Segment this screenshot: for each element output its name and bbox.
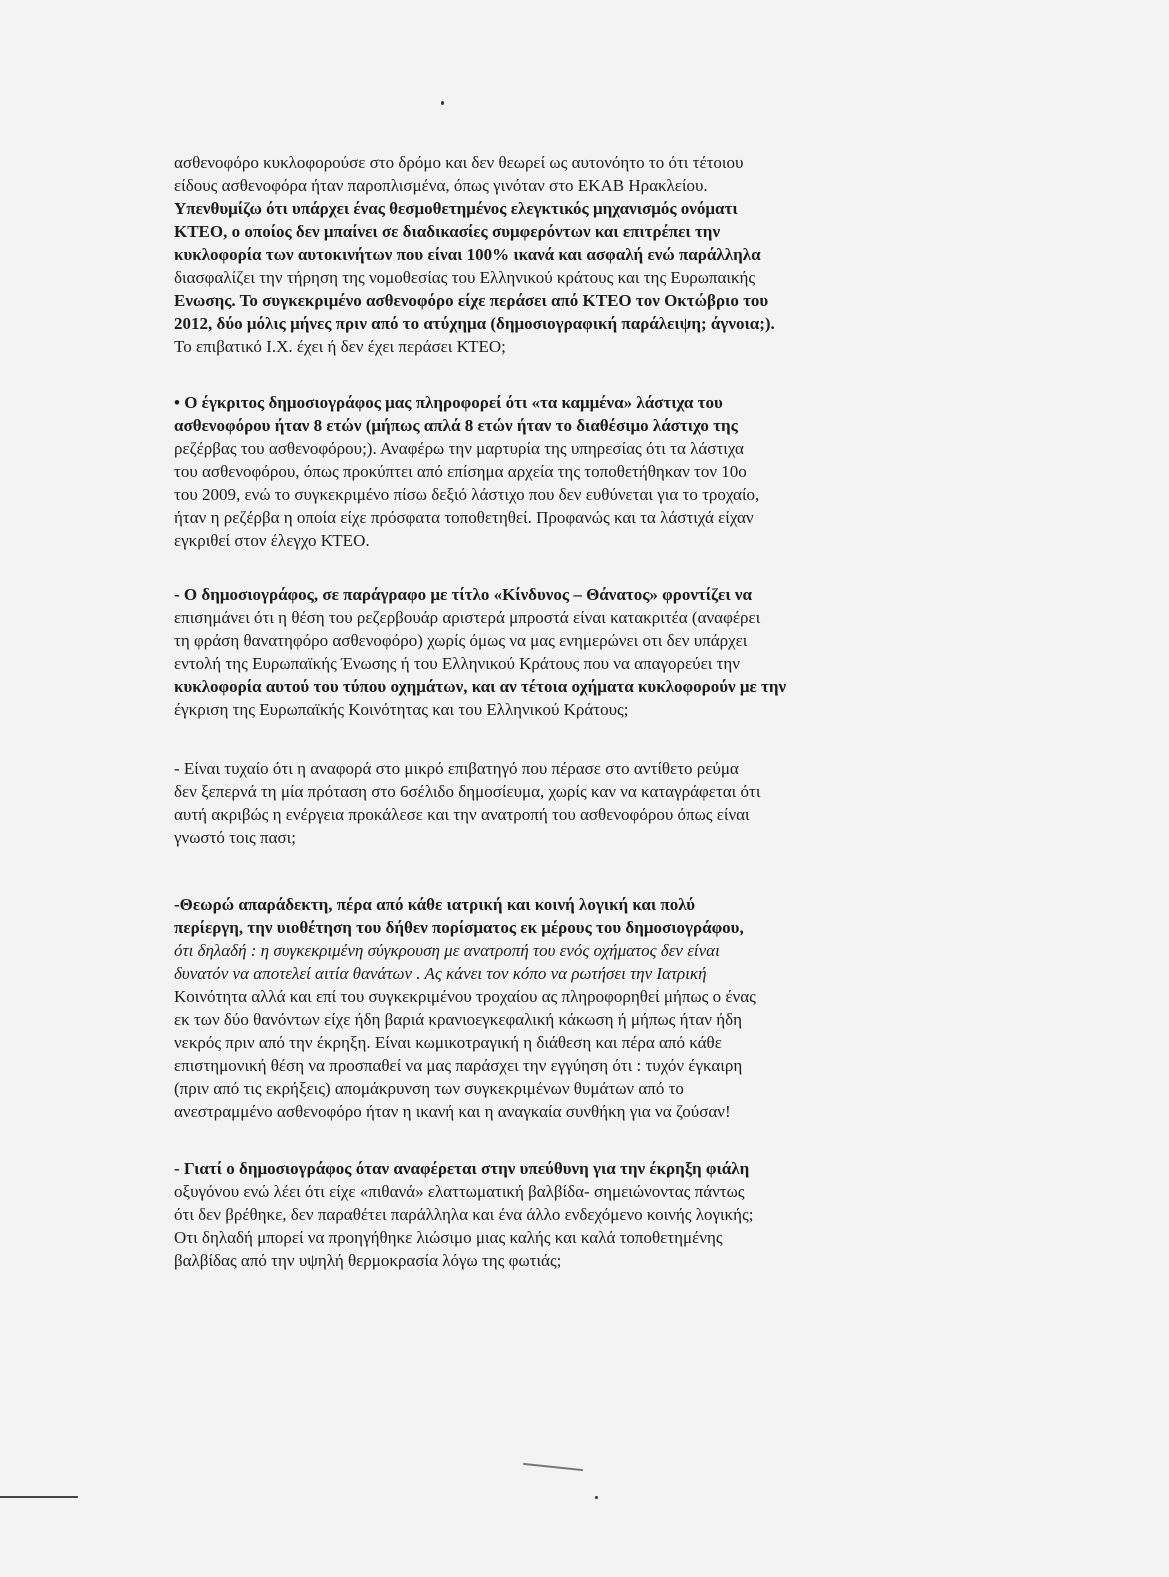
text-line: - Ο δημοσιογράφος, σε παράγραφο με τίτλο «Κίνδυνος – Θάνατος» φροντίζει να — [174, 585, 752, 604]
scan-speck-top — [441, 101, 444, 105]
text-line: επισημάνει ότι η θέση του ρεζερβουάρ αριστερά μπροστά είναι κατακριτέα (αναφέρει — [174, 608, 761, 627]
text-line: περίεργη, την υιοθέτηση του δήθεν πορίσματος εκ μέρους του δημοσιογράφου, — [174, 918, 744, 937]
text-line: - Γιατί ο δημοσιογράφος όταν αναφέρεται στην υπεύθυνη για την έκρηξη φιάλη — [174, 1159, 750, 1178]
text-line: κυκλοφορία αυτού του τύπου οχημάτων, και αν τέτοια οχήματα κυκλοφορούν με την — [174, 677, 787, 696]
paragraph-cause-of-death — [174, 893, 944, 1123]
text-line: ήταν η ρεζέρβα η οποία είχε πρόσφατα τοποθετηθεί. Προφανώς και τα λάστιχά είχαν — [174, 508, 754, 527]
text-line: ανεστραμμένο ασθενοφόρο ήταν η ικανή και η αναγκαία συνθήκη για να ζούσαν! — [174, 1102, 731, 1121]
text-line: κυκλοφορία των αυτοκινήτων που είναι 100% ικανά και ασφαλή ενώ παράλληλα — [174, 245, 761, 264]
text-line: νεκρός πριν από την έκρηξη. Είναι κωμικοτραγική η διάθεση και πέρα από κάθε — [174, 1033, 722, 1052]
paragraph-oxygen-valve — [174, 1157, 944, 1272]
text-line: βαλβίδας από την υψηλή θερμοκρασία λόγω της φωτιάς; — [174, 1251, 562, 1270]
text-line: 2012, δύο μόλις μήνες πριν από το ατύχημα (δημοσιογραφική παράλειψη; άγνοια;). — [174, 314, 775, 333]
scan-mark-bottom-left — [0, 1496, 78, 1498]
text-line: ότι δηλαδή : η συγκεκριμένη σύγκρουση με ανατροπή του ενός οχήματος δεν είναι — [174, 941, 720, 960]
text-line: -Θεωρώ απαράδεκτη, πέρα από κάθε ιατρική και κοινή λογική και πολύ — [174, 895, 696, 914]
text-line: του 2009, ενώ το συγκεκριμένο πίσω δεξιό λάστιχο που δεν ευθύνεται για το τροχαίο, — [174, 485, 760, 504]
text-line: δεν ξεπερνά τη μία πρόταση στο 6σέλιδο δημοσίευμα, χωρίς καν να καταγράφεται ότι — [174, 782, 761, 801]
text-line: • Ο έγκριτος δημοσιογράφος μας πληροφορεί ότι «τα καμμένα» λάστιχα του — [174, 393, 723, 412]
text-line: ότι δεν βρέθηκε, δεν παραθέτει παράλληλα και ένα άλλο ενδεχόμενο κοινής λογικής; — [174, 1205, 754, 1224]
text-line: γνωστό τοις πασι; — [174, 828, 296, 847]
scan-speck-bottom — [595, 1496, 598, 1499]
text-line: - Είναι τυχαίο ότι η αναφορά στο μικρό επιβατηγό που πέρασε στο αντίθετο ρεύμα — [174, 759, 739, 778]
text-line: εκ των δύο θανόντων είχε ήδη βαριά κρανιοεγκεφαλική κάκωση ή μήπως ήταν ήδη — [174, 1010, 743, 1029]
text-line: Κοινότητα αλλά και επί του συγκεκριμένου τροχαίου ας πληροφορηθεί μήπως ο ένας — [174, 987, 756, 1006]
text-line: αυτή ακριβώς η ενέργεια προκάλεσε και την ανατροπή του ασθενοφόρου όπως είναι — [174, 805, 750, 824]
text-line: είδους ασθενοφόρα ήταν παροπλισμένα, όπως γινόταν στο ΕΚΑΒ Ηρακλείου. — [174, 176, 708, 195]
text-line: Ενωσης. Το συγκεκριμένο ασθενοφόρο είχε περάσει από ΚΤΕΟ τον Οκτώβριο του — [174, 291, 769, 310]
text-line: έγκριση της Ευρωπαϊκής Κοινότητας και του Ελληνικού Κράτους; — [174, 700, 629, 719]
text-line: Οτι δηλαδή μπορεί να προηγήθηκε λιώσιμο μιας καλής και καλά τοποθετημένης — [174, 1228, 723, 1247]
text-line: του ασθενοφόρου, όπως προκύπτει από επίσημα αρχεία της τοποθετήθηκαν τον 10ο — [174, 462, 747, 481]
text-line: ασθενοφόρου ήταν 8 ετών (μήπως απλά 8 ετών ήταν το διαθέσιμο λάστιχο της — [174, 416, 738, 435]
scan-mark-bottom-center — [523, 1463, 583, 1471]
text-line: εγκριθεί στον έλεγχο ΚΤΕΟ. — [174, 531, 370, 550]
text-line: διασφαλίζει την τήρηση της νομοθεσίας του Ελληνικού κράτους και της Ευρωπαικής — [174, 268, 756, 287]
text-line: δυνατόν να αποτελεί αιτία θανάτων . Ας κάνει τον κόπο να ρωτήσει την Ιατρική — [174, 964, 707, 983]
text-line: εντολή της Ευρωπαϊκής Ένωσης ή του Ελληνικού Κράτους που να απαγορεύει την — [174, 654, 740, 673]
text-line: (πριν από τις εκρήξεις) απομάκρυνση των συγκεκριμένων θυμάτων από το — [174, 1079, 684, 1098]
text-line: ασθενοφόρο κυκλοφορούσε στο δρόμο και δεν θεωρεί ως αυτονόητο το ότι τέτοιου — [174, 153, 744, 172]
text-line: επιστημονική θέση να προσπαθεί να μας παράσχει την εγγύηση ότι : τυχόν έγκαιρη — [174, 1056, 743, 1075]
text-line: Υπενθυμίζω ότι υπάρχει ένας θεσμοθετημένος ελεγκτικός μηχανισμός ονόματι — [174, 199, 738, 218]
text-line: ρεζέρβας του ασθενοφόρου;). Αναφέρω την μαρτυρία της υπηρεσίας ότι τα λάστιχα — [174, 439, 744, 458]
text-line: Το επιβατικό Ι.Χ. έχει ή δεν έχει περάσει ΚΤΕΟ; — [174, 337, 506, 356]
paragraph-tires — [174, 391, 944, 552]
text-line: ΚΤΕΟ, ο οποίος δεν μπαίνει σε διαδικασίες συμφερόντων και επιτρέπει την — [174, 222, 721, 241]
text-line: τη φράση θανατηφόρο ασθενοφόρο) χωρίς όμως να μας ενημερώνει οτι δεν υπάρχει — [174, 631, 748, 650]
paragraph-passenger-car — [174, 757, 944, 849]
text-line: οξυγόνου ενώ λέει ότι είχε «πιθανά» ελαττωματική βαλβίδα- σημειώνοντας πάντως — [174, 1182, 745, 1201]
paragraph-fuel-tank — [174, 583, 944, 721]
paragraph-ktеo — [174, 151, 944, 358]
